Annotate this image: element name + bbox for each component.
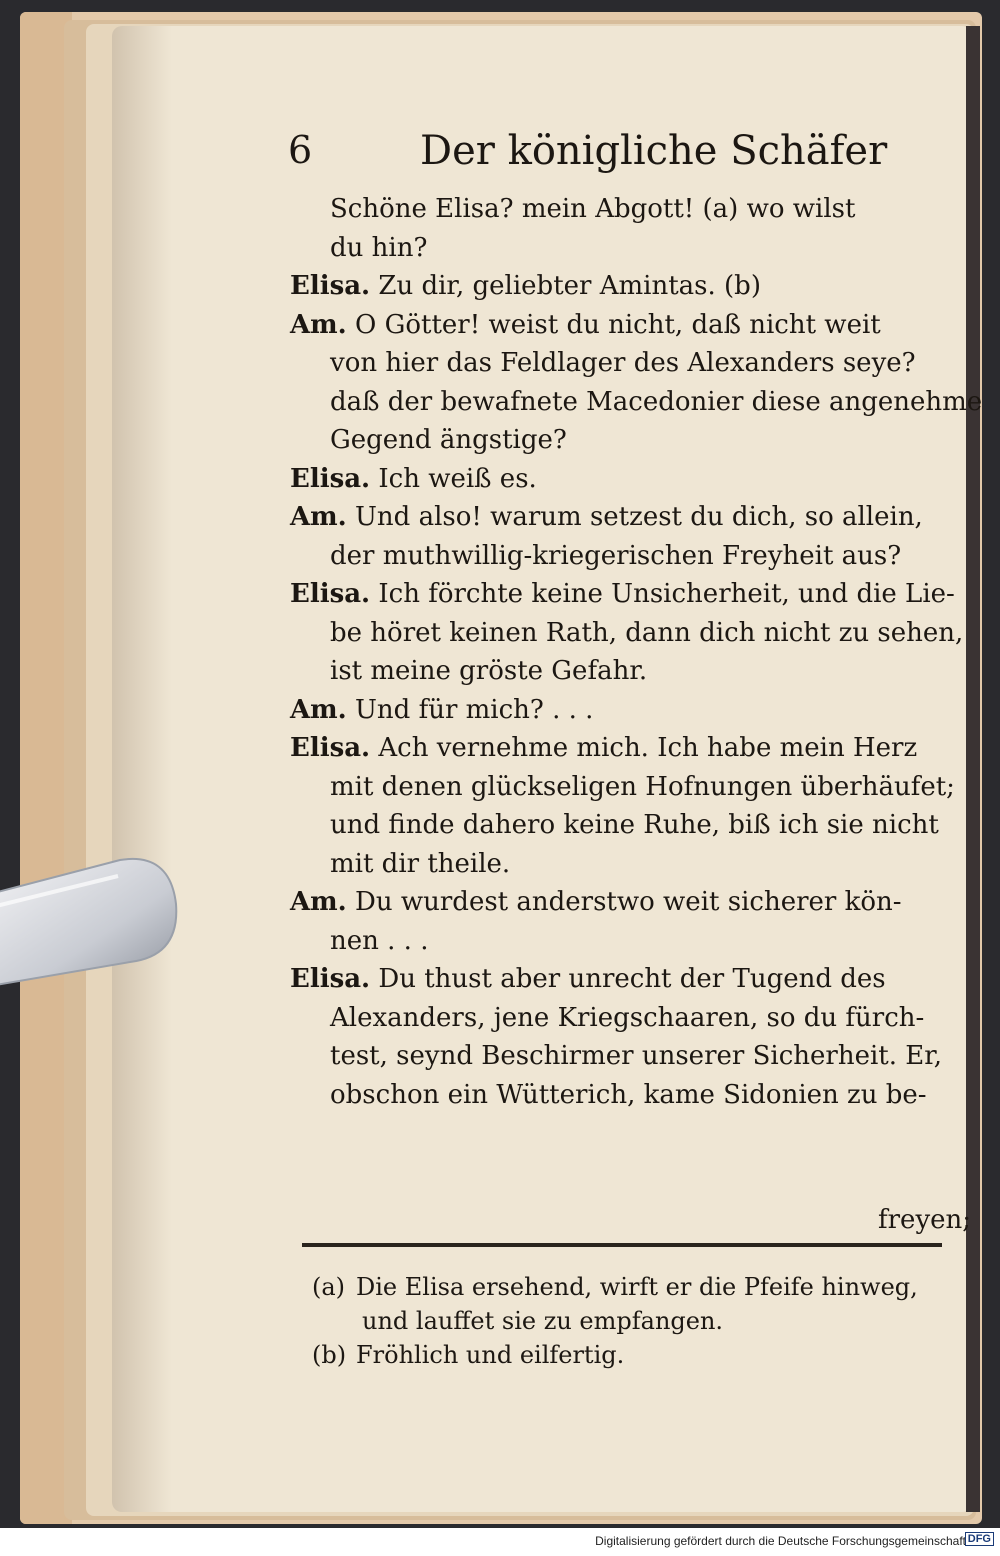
speaker-name: Elisa. [290, 463, 371, 494]
line-text: be höret keinen Rath, dann dich nicht zu sehen, [330, 617, 964, 648]
text-line [290, 1076, 960, 1115]
text-line [290, 845, 960, 884]
speaker-name: Elisa. [290, 733, 371, 763]
line-text: mit dir theile. [330, 848, 511, 879]
body-text [290, 190, 983, 1114]
footnote-text: und lauffet sie zu empfangen. [362, 1307, 724, 1335]
speaker-name: Elisa. [290, 271, 371, 301]
line-text: obschon ein Wütterich, kame Sidonien zu be- [330, 1079, 927, 1110]
line-text: Ach vernehme mich. Ich habe mein Herz [370, 733, 918, 763]
footnote-text: Die Elisa ersehend, wirft er die Pfeife hinweg, [356, 1273, 918, 1301]
text-line [290, 806, 960, 845]
line-text: Zu dir, geliebter Amintas. (b) [370, 271, 761, 301]
text-line [290, 1037, 960, 1076]
line-text: Du wurdest anderstwo weit sicherer kön- [346, 887, 902, 917]
line-text: test, seynd Beschirmer unserer Sicherheit. Er, [330, 1041, 943, 1071]
line-text: Schöne Elisa? mein Abgott! (a) wo wilst [330, 194, 856, 224]
line-text: Und also! warum setzest du dich, so allein, [346, 502, 923, 532]
text-line [290, 999, 960, 1038]
text-line [290, 383, 983, 422]
text-line [290, 190, 960, 229]
footnote-mark: (b) [312, 1341, 347, 1369]
speaker-name: Am. [290, 309, 347, 340]
line-text: O Götter! weist du nicht, daß nicht weit [346, 309, 881, 340]
page-holder-clip [0, 846, 180, 986]
line-text: nen . . . [330, 925, 429, 956]
text-line [290, 768, 960, 807]
text-line [290, 498, 960, 537]
line-text: Ich förchte keine Unsicherheit, und die Lie- [370, 579, 955, 609]
text-line [290, 460, 960, 499]
page-number: 6 [288, 128, 313, 172]
footer-credit: Digitalisierung gefördert durch die Deutsche Forschungsgemeinschaft [595, 1534, 966, 1548]
line-text: Du thust aber unrecht der Tugend des [370, 964, 886, 994]
text-line [290, 652, 960, 691]
line-text: du hin? [330, 232, 428, 263]
line-text: ist meine gröste Gefahr. [330, 656, 648, 686]
catchword: freyen; [878, 1205, 972, 1235]
line-text: von hier das Feldlager des Alexanders seye? [330, 348, 916, 378]
gutter-shadow [112, 26, 172, 1512]
running-title: Der königliche Schäfer [420, 128, 888, 174]
text-line [290, 575, 960, 614]
text-line [290, 537, 960, 576]
line-text: und finde dahero keine Ruhe, biß ich sie nicht [330, 810, 939, 840]
dfg-logo: DFG [965, 1532, 994, 1546]
text-line [290, 729, 960, 768]
text-line [290, 922, 960, 961]
page-edge [966, 26, 980, 1512]
text-line [290, 229, 960, 268]
text-line [290, 960, 960, 999]
text-line [290, 421, 960, 460]
text-line [290, 306, 960, 345]
speaker-name: Elisa. [290, 579, 371, 609]
footnote-line [312, 1270, 952, 1304]
footnotes [312, 1270, 952, 1372]
footnote-line [312, 1304, 952, 1338]
line-text: Gegend ängstige? [330, 425, 567, 455]
footnote-text: Fröhlich und eilfertig. [356, 1341, 625, 1369]
line-text: Alexanders, jene Kriegschaaren, so du fürch- [330, 1002, 925, 1033]
footnote-mark: (a) [312, 1273, 346, 1301]
text-line [290, 344, 960, 383]
line-text: daß der bewafnete Macedonier diese angenehme [330, 386, 983, 417]
text-line [290, 614, 964, 653]
footnote-rule [302, 1243, 942, 1247]
line-text: mit denen glückseligen Hofnungen überhäufet; [330, 771, 955, 802]
text-line [290, 691, 960, 730]
speaker-name: Am. [290, 887, 347, 917]
footnote-line [312, 1338, 952, 1372]
text-line [290, 267, 960, 306]
speaker-name: Am. [290, 502, 347, 532]
line-text: der muthwillig-kriegerischen Freyheit aus? [330, 540, 902, 571]
speaker-name: Am. [290, 694, 347, 725]
line-text: Ich weiß es. [370, 463, 537, 494]
line-text: Und für mich? . . . [346, 694, 594, 725]
speaker-name: Elisa. [290, 964, 371, 994]
text-line [290, 883, 960, 922]
